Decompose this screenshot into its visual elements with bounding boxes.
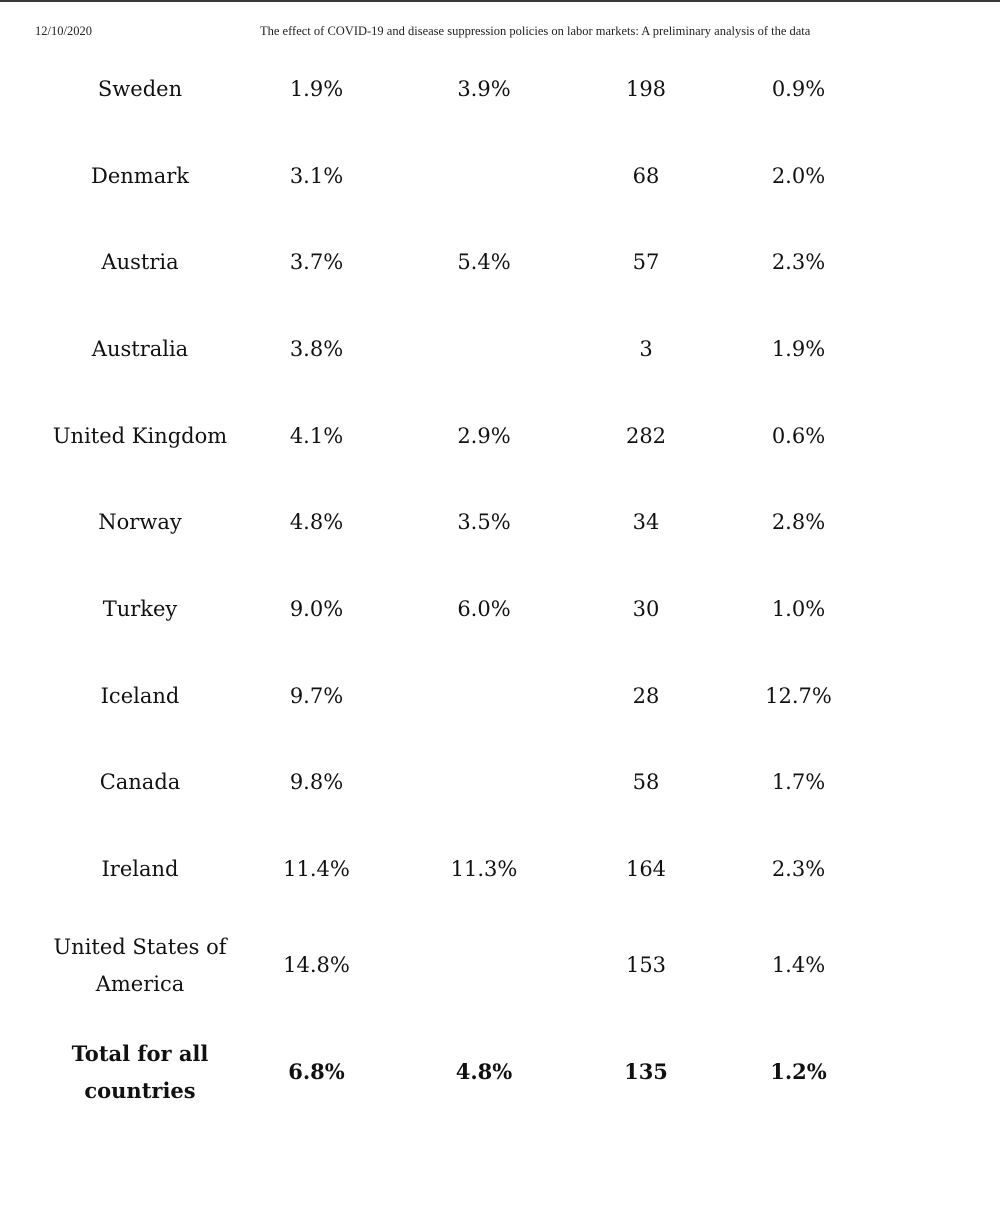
- value-cell: [393, 740, 575, 827]
- total-row: [40, 1019, 880, 1125]
- table-row: [40, 479, 880, 566]
- value-cell: 164: [625, 857, 667, 882]
- value-cell: 282: [625, 423, 667, 448]
- value-cell: 11.4%: [283, 857, 350, 882]
- value-cell: 9.0%: [289, 596, 344, 621]
- value-cell: 1.4%: [771, 953, 826, 978]
- country-cell: Austria: [101, 250, 179, 275]
- table-row: [40, 133, 880, 220]
- value-cell: [393, 653, 575, 740]
- country-cell: Canada: [99, 770, 181, 795]
- value-cell: 30: [632, 596, 660, 621]
- value-cell: 0.6%: [771, 423, 826, 448]
- value-cell: [393, 133, 575, 220]
- country-cell: Ireland: [101, 857, 179, 882]
- country-cell: United States of America: [53, 934, 227, 996]
- table-row: [40, 566, 880, 653]
- top-rule: [0, 0, 1000, 2]
- value-cell: 6.0%: [457, 596, 511, 621]
- country-cell: Denmark: [91, 163, 189, 188]
- value-cell: 1.9%: [289, 76, 344, 101]
- table-row: [40, 913, 880, 1019]
- value-cell: 28: [632, 683, 660, 708]
- value-cell: 58: [632, 770, 660, 795]
- value-cell: 4.1%: [289, 423, 344, 448]
- value-cell: 3.7%: [289, 250, 344, 275]
- value-cell: 4.8%: [289, 510, 344, 535]
- country-cell: United Kingdom: [52, 423, 228, 448]
- total-value-cell: 6.8%: [288, 1059, 345, 1085]
- country-cell: Iceland: [100, 683, 180, 708]
- total-label-cell: Total for all countries: [71, 1040, 209, 1103]
- data-table: [40, 46, 880, 1125]
- country-cell: Australia: [91, 336, 189, 361]
- value-cell: 68: [632, 163, 660, 188]
- total-value-cell: 1.2%: [770, 1059, 827, 1085]
- value-cell: 57: [632, 250, 660, 275]
- value-cell: 12.7%: [765, 683, 832, 708]
- value-cell: 2.3%: [771, 250, 826, 275]
- value-cell: 3.9%: [457, 76, 511, 101]
- table-row: [40, 653, 880, 740]
- table-row: [40, 740, 880, 827]
- value-cell: 9.7%: [289, 683, 344, 708]
- value-cell: 0.9%: [771, 76, 826, 101]
- country-cell: Turkey: [102, 596, 178, 621]
- header-date: 12/10/2020: [35, 24, 92, 38]
- value-cell: 1.9%: [771, 336, 826, 361]
- country-cell: Sweden: [97, 76, 183, 101]
- country-cell: Norway: [98, 510, 182, 535]
- value-cell: 14.8%: [283, 953, 350, 978]
- table-row: [40, 219, 880, 306]
- table-row: [40, 393, 880, 480]
- value-cell: 1.7%: [771, 770, 826, 795]
- value-cell: 9.8%: [289, 770, 344, 795]
- value-cell: 11.3%: [450, 857, 518, 882]
- table-row: [40, 826, 880, 913]
- value-cell: 3.5%: [457, 510, 511, 535]
- value-cell: 5.4%: [457, 250, 511, 275]
- value-cell: 2.8%: [771, 510, 826, 535]
- table-row: [40, 306, 880, 393]
- value-cell: 3.8%: [289, 336, 344, 361]
- header-title: The effect of COVID-19 and disease suppression policies on labor markets: A preliminary analysis of the data: [260, 24, 811, 38]
- total-value-cell: 135: [624, 1059, 668, 1085]
- total-value-cell: 4.8%: [455, 1059, 513, 1085]
- value-cell: 1.0%: [771, 596, 826, 621]
- value-cell: 198: [625, 76, 667, 101]
- value-cell: [393, 913, 575, 1019]
- value-cell: 3.1%: [289, 163, 344, 188]
- value-cell: [393, 306, 575, 393]
- value-cell: 34: [632, 510, 660, 535]
- value-cell: 3: [639, 336, 653, 361]
- value-cell: 153: [625, 953, 667, 978]
- value-cell: 2.0%: [771, 163, 826, 188]
- value-cell: 2.9%: [457, 423, 511, 448]
- table-row: [40, 46, 880, 133]
- value-cell: 2.3%: [771, 857, 826, 882]
